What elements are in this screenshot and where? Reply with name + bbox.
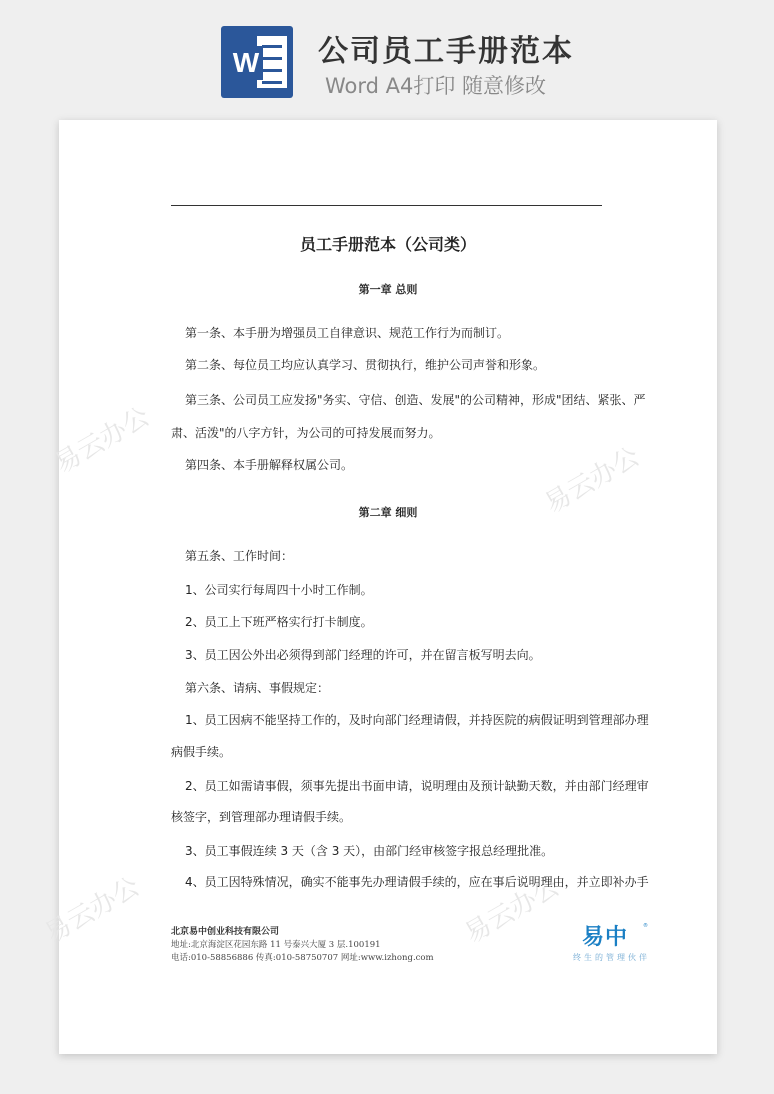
document-title: 员工手册范本（公司类） — [299, 235, 476, 254]
company-logo: 易中 — [582, 925, 629, 950]
document-page — [39, 120, 717, 1054]
watermark: 易云办公 — [39, 871, 145, 950]
registered-mark: ® — [643, 923, 648, 929]
footer-address: 地址:北京海淀区花园东路 11 号泰兴大厦 3 层.100191 — [171, 940, 381, 950]
footer-company: 北京易中创业科技有限公司 — [171, 927, 280, 937]
paragraph: 2、员工如需请事假，须事先提出书面申请，说明理由及预计缺勤天数，并由部门经理审 — [185, 779, 649, 793]
header-rule — [171, 205, 602, 206]
paragraph: 4、员工因特殊情况，确实不能事先办理请假手续的，应在事后说明理由，并立即补办手 — [185, 875, 649, 889]
banner — [0, 0, 774, 118]
paragraph: 第一条、本手册为增强员工自律意识、规范工作行为而制订。 — [185, 326, 510, 340]
logo-slogan: 终生的管理伙伴 — [573, 953, 650, 962]
paragraph: 3、员工因公外出必须得到部门经理的许可，并在留言板写明去向。 — [185, 648, 541, 662]
paragraph: 1、员工因病不能坚持工作的，及时向部门经理请假，并持医院的病假证明到管理部办理 — [185, 713, 649, 727]
chapter-heading: 第二章 细则 — [358, 506, 418, 519]
watermark: 易云办公 — [539, 441, 645, 520]
paragraph: 病假手续。 — [171, 745, 232, 759]
paragraph: 第四条、本手册解释权属公司。 — [185, 458, 354, 472]
watermark: 易云办公 — [49, 401, 155, 480]
word-icon — [221, 26, 293, 98]
banner-title: 公司员工手册范本 — [318, 34, 574, 69]
paragraph: 第三条、公司员工应发扬"务实、守信、创造、发展"的公司精神，形成"团结、紧张、严 — [185, 393, 646, 407]
watermark: 易云办公 — [459, 871, 565, 950]
footer-contact: 电话:010-58856886 传真:010-58750707 网址:www.izhong.com — [171, 953, 434, 963]
banner-subtitle: Word A4打印 随意修改 — [325, 74, 547, 98]
paragraph: 第五条、工作时间： — [185, 549, 294, 563]
paragraph: 1、公司实行每周四十小时工作制。 — [185, 583, 373, 597]
chapter-heading: 第一章 总则 — [358, 283, 418, 296]
paragraph: 第六条、请病、事假规定： — [185, 681, 330, 695]
paragraph: 核签字，到管理部办理请假手续。 — [171, 810, 352, 824]
paragraph: 3、员工事假连续 3 天（含 3 天），由部门经审核签字报总经理批准。 — [185, 844, 554, 858]
word-icon-letter: W — [229, 46, 263, 80]
paragraph: 肃、活泼"的八字方针，为公司的可持发展而努力。 — [171, 426, 441, 440]
paragraph: 2、员工上下班严格实行打卡制度。 — [185, 615, 373, 629]
paragraph: 第二条、每位员工均应认真学习、贯彻执行，维护公司声誉和形象。 — [185, 358, 546, 372]
